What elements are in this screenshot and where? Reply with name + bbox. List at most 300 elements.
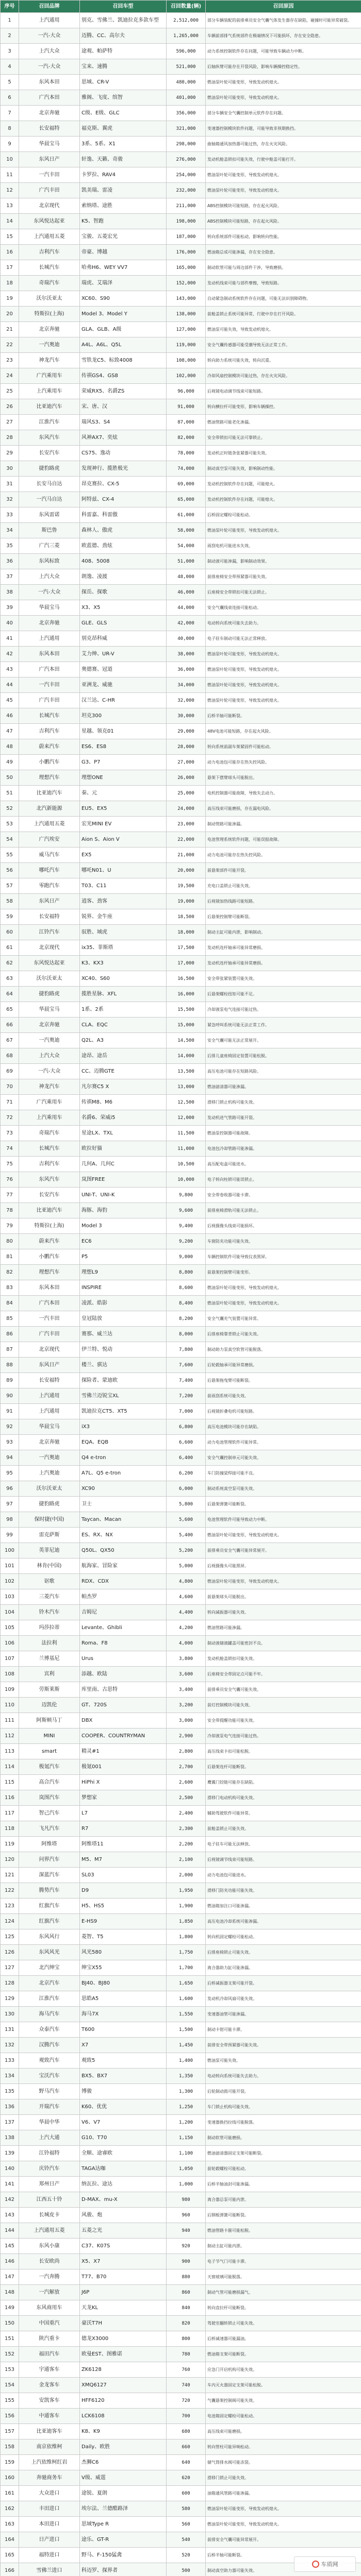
- table-row: [1, 152, 361, 167]
- row-qty: 165,000: [167, 260, 206, 276]
- row-maker: 铃木汽车: [19, 1605, 80, 1620]
- row-maker: 陕汽重卡: [19, 2331, 80, 2347]
- table-row: [1, 925, 361, 940]
- row-model: T03、C11: [80, 878, 167, 894]
- row-model: 伊兰特、悦动: [80, 1342, 167, 1358]
- table-row: [1, 2177, 361, 2192]
- row-qty: 18,500: [167, 909, 206, 925]
- row-maker: 北京奔驰: [19, 322, 80, 337]
- row-seq: 88: [1, 1358, 19, 1373]
- row-maker: 北京奔驰: [19, 616, 80, 631]
- row-reason: 发动机舱盖锁扣可能失效，行驶中舱盖可能打开。: [206, 152, 361, 167]
- row-reason: 后桥半轴油封可能渗漏。: [206, 2177, 361, 2192]
- row-qty: 78,000: [167, 446, 206, 461]
- row-qty: 1,800: [167, 1929, 206, 1945]
- row-maker: 东风汽车: [19, 430, 80, 446]
- row-reason: 自动紧急制动系统软件存在问题，可能无法识别障碍物。: [206, 291, 361, 307]
- row-reason: 48V电池可能短路，存在起火风险。: [206, 724, 361, 739]
- row-model: 五菱之光: [80, 2223, 167, 2239]
- row-model: 帕杰罗: [80, 1589, 167, 1605]
- row-seq: 19: [1, 291, 19, 307]
- row-seq: 61: [1, 940, 19, 956]
- row-reason: 制动助力泵真空软管可能脱落。: [206, 1342, 361, 1358]
- table-row: [1, 878, 361, 894]
- row-seq: 84: [1, 1296, 19, 1311]
- row-maker: 奇瑞汽车: [19, 1126, 80, 1141]
- row-qty: 9,400: [167, 1218, 206, 1234]
- table-row: [1, 2069, 361, 2084]
- row-maker: 长安福特: [19, 121, 80, 137]
- row-reason: 燃油滤清器固定支架可能断裂。: [206, 2146, 361, 2161]
- row-model: 极氪001: [80, 1759, 167, 1775]
- row-model: 思皓A5: [80, 1991, 167, 2007]
- row-model: 瑞虎、艾瑞泽: [80, 276, 167, 291]
- row-model: 锐界、金牛座: [80, 909, 167, 925]
- table-row: [1, 2269, 361, 2285]
- row-model: 豪沃T7H: [80, 2316, 167, 2331]
- row-reason: 悬架下摆臂球头可能脱出。: [206, 770, 361, 786]
- row-model: 宏光MINI EV: [80, 817, 167, 832]
- row-reason: 制动软管可能与周边部件干涉，导致磨损。: [206, 260, 361, 276]
- row-reason: 动力系统控制软件存在问题，可能导致车辆动力中断。: [206, 44, 361, 59]
- row-maker: 东风悦达起亚: [19, 214, 80, 229]
- table-row: [1, 755, 361, 770]
- row-reason: 发动机冷却风扇可能失效。: [206, 1991, 361, 2007]
- table-row: [1, 1991, 361, 2007]
- row-model: LCK6108: [80, 2409, 167, 2424]
- row-maker: 特斯拉(上海): [19, 307, 80, 322]
- row-qty: 36,000: [167, 662, 206, 677]
- row-maker: 沃尔沃亚太: [19, 1481, 80, 1497]
- row-maker: 长城汽车: [19, 1141, 80, 1157]
- row-reason: 安全气囊控制单元可能失效。: [206, 1450, 361, 1466]
- row-model: ES6、ES8: [80, 739, 167, 755]
- table-row: [1, 2084, 361, 2099]
- row-qty: 13,000: [167, 1079, 206, 1095]
- row-seq: 23: [1, 353, 19, 368]
- row-maker: 郑州日产: [19, 2177, 80, 2192]
- row-seq: 83: [1, 1280, 19, 1296]
- table-row: [1, 1528, 361, 1543]
- row-qty: 640: [167, 2455, 206, 2470]
- row-model: 思域Type R: [80, 2517, 167, 2532]
- row-maker: 长城汽车: [19, 260, 80, 276]
- row-maker: 宇通客车: [19, 2362, 80, 2378]
- row-reason: 电池箱固定螺栓可能松动。: [206, 2409, 361, 2424]
- row-maker: 三菱汽车: [19, 1589, 80, 1605]
- table-row: [1, 909, 361, 925]
- row-reason: 前排座椅安全带预紧器可能失效。: [206, 569, 361, 585]
- row-reason: 燃油泵叶轮可能变形，导致发动机熄火。: [206, 1280, 361, 1296]
- table-row: [1, 2424, 361, 2439]
- row-model: XC60、S90: [80, 291, 167, 307]
- row-qty: 1,750: [167, 1945, 206, 1960]
- row-maker: 汉腾汽车: [19, 2038, 80, 2053]
- row-reason: 前悬架球头可能脱出。: [206, 1589, 361, 1605]
- row-model: Q2L、A3: [80, 1033, 167, 1048]
- row-model: 思域、CR-V: [80, 75, 167, 90]
- row-maker: 北京奔驰: [19, 106, 80, 121]
- row-model: 梦想家: [80, 1790, 167, 1806]
- row-reason: 部分车辆安全气囊控制单元软件存在问题。: [206, 106, 361, 121]
- table-row: [1, 322, 361, 337]
- row-seq: 28: [1, 430, 19, 446]
- row-reason: 转向系统前副车架紧固件可能松动。: [206, 739, 361, 755]
- row-qty: 254,000: [167, 167, 206, 183]
- row-model: COOPER、COUNTRYMAN: [80, 1728, 167, 1744]
- row-maker: 一汽丰田: [19, 677, 80, 693]
- table-row: [1, 477, 361, 492]
- row-seq: 31: [1, 477, 19, 492]
- row-model: XC40、S60: [80, 971, 167, 987]
- row-qty: 660: [167, 2439, 206, 2455]
- table-row: [1, 507, 361, 523]
- row-seq: 132: [1, 2038, 19, 2053]
- row-qty: 32,000: [167, 693, 206, 708]
- row-model: 迈腾、CC、高尔夫: [80, 28, 167, 44]
- table-row: [1, 1960, 361, 1976]
- row-reason: 应急门开启机构可能失效。: [206, 2362, 361, 2378]
- row-reason: 燃油管路可能老化渗漏。: [206, 415, 361, 430]
- row-maker: 零跑汽车: [19, 878, 80, 894]
- row-maker: 广汽丰田: [19, 1327, 80, 1342]
- row-qty: 1,900: [167, 1899, 206, 1914]
- row-seq: 75: [1, 1157, 19, 1172]
- row-reason: 后视镜调节线束可能短路。: [206, 1852, 361, 1868]
- row-qty: 740: [167, 2378, 206, 2393]
- row-reason: 燃油泵叶轮可能变形，导致发动机熄火。: [206, 2501, 361, 2517]
- row-model: CLA、EQC: [80, 1018, 167, 1033]
- row-model: 408、5008: [80, 554, 167, 569]
- table-row: [1, 801, 361, 817]
- row-reason: 车辆前部排气系统部件在极端情况下可能损坏，存在安全隐患。: [206, 28, 361, 44]
- row-reason: 后桥减速器可能漏油。: [206, 2331, 361, 2347]
- row-qty: 19,500: [167, 878, 206, 894]
- row-model: K5、智跑: [80, 214, 167, 229]
- table-row: [1, 446, 361, 461]
- row-seq: 11: [1, 167, 19, 183]
- row-reason: 发动机连杆轴承可能异常磨损。: [206, 940, 361, 956]
- table-row: [1, 2501, 361, 2517]
- row-model: 哈弗H6、WEY VV7: [80, 260, 167, 276]
- row-reason: 后桥减振器支架可能开裂。: [206, 1976, 361, 1991]
- row-reason: 前排乘员安全气囊可能异常展开。: [206, 1543, 361, 1558]
- row-maker: 上汽大通: [19, 2130, 80, 2146]
- row-maker: 上汽奥迪: [19, 1466, 80, 1481]
- table-row: [1, 848, 361, 863]
- row-seq: 165: [1, 2548, 19, 2563]
- row-qty: 6,600: [167, 1435, 206, 1450]
- row-maker: 理想汽车: [19, 1265, 80, 1280]
- row-maker: 雪佛兰进口: [19, 2563, 80, 2576]
- row-qty: 16,000: [167, 987, 206, 1002]
- row-reason: 滑移门锁止机构可能失效。: [206, 1095, 361, 1110]
- row-seq: 37: [1, 569, 19, 585]
- row-qty: 3,600: [167, 1667, 206, 1682]
- row-reason: 变速器控制模块软件问题，可能导致非预期换挡。: [206, 121, 361, 137]
- row-model: 途昂、途岳: [80, 1048, 167, 1064]
- row-qty: 18,000: [167, 925, 206, 940]
- row-reason: 燃油泵叶轮可能变形，导致发动机熄火。: [206, 677, 361, 693]
- row-reason: 高压线束卡扣可能松脱。: [206, 1744, 361, 1759]
- table-row: [1, 167, 361, 183]
- row-seq: 122: [1, 1883, 19, 1899]
- row-model: 星途LX、TXL: [80, 1126, 167, 1141]
- table-row: [1, 229, 361, 245]
- table-row: [1, 1064, 361, 1079]
- table-row: [1, 987, 361, 1002]
- row-qty: 42,000: [167, 616, 206, 631]
- row-model: 楼兰、骐达: [80, 1358, 167, 1373]
- row-model: 阿特兹、CX-4: [80, 492, 167, 507]
- row-model: 欧拉好猫: [80, 1141, 167, 1157]
- row-qty: 4,600: [167, 1589, 206, 1605]
- row-seq: 13: [1, 198, 19, 214]
- row-maker: 东风汽车: [19, 1172, 80, 1188]
- table-row: [1, 2347, 361, 2362]
- table-row: [1, 1172, 361, 1188]
- row-seq: 134: [1, 2069, 19, 2084]
- row-maker: 阿维塔: [19, 1837, 80, 1852]
- row-qty: 2,400: [167, 1806, 206, 1821]
- table-row: [1, 1852, 361, 1868]
- table-row: [1, 569, 361, 585]
- row-qty: 2,000: [167, 1868, 206, 1883]
- row-qty: 840: [167, 2300, 206, 2316]
- row-qty: 2,600: [167, 1775, 206, 1790]
- row-seq: 58: [1, 894, 19, 909]
- row-maker: 劳斯莱斯: [19, 1682, 80, 1698]
- row-model: V6、V7: [80, 2115, 167, 2130]
- row-reason: 后轮制动鼓可能开裂。: [206, 2084, 361, 2099]
- row-seq: 92: [1, 1419, 19, 1435]
- row-maker: 东风日产: [19, 894, 80, 909]
- row-seq: 102: [1, 1574, 19, 1589]
- row-model: 阿维塔11: [80, 1837, 167, 1852]
- row-qty: 560: [167, 2517, 206, 2532]
- row-seq: 136: [1, 2099, 19, 2115]
- row-seq: 29: [1, 446, 19, 461]
- row-reason: 安全气囊传感器可能受潮导致无法正常工作。: [206, 337, 361, 353]
- row-qty: 211,000: [167, 198, 206, 214]
- row-qty: 22,000: [167, 832, 206, 848]
- row-qty: 44,000: [167, 600, 206, 616]
- row-qty: 820: [167, 2316, 206, 2331]
- row-qty: 4,400: [167, 1605, 206, 1620]
- row-reason: 高压线束可能磨损。: [206, 2424, 361, 2439]
- row-model: X3、X5: [80, 600, 167, 616]
- row-reason: 前悬架控制臂可能变形。: [206, 1265, 361, 1280]
- row-qty: 65,000: [167, 492, 206, 507]
- row-qty: 69,000: [167, 477, 206, 492]
- row-qty: 138,000: [167, 307, 206, 322]
- row-seq: 47: [1, 724, 19, 739]
- row-model: 绅宝X55: [80, 1960, 167, 1976]
- row-qty: 1,050: [167, 2161, 206, 2177]
- row-maker: 广汽丰田: [19, 693, 80, 708]
- row-maker: 一汽-大众: [19, 28, 80, 44]
- row-maker: 一汽-大众: [19, 1064, 80, 1079]
- table-row: [1, 90, 361, 106]
- row-reason: 制动主缸可能内泄，影响制动。: [206, 925, 361, 940]
- row-model: D9: [80, 1883, 167, 1899]
- table-row: [1, 307, 361, 322]
- table-body: [1, 13, 361, 2576]
- row-reason: 离合器助力缸可能渗漏。: [206, 1960, 361, 1976]
- table-row: [1, 832, 361, 848]
- table-row: [1, 1419, 361, 1435]
- table-row: [1, 2161, 361, 2177]
- row-maker: 丰田进口: [19, 2501, 80, 2517]
- row-reason: 动力电池可能存在热失控风险。: [206, 848, 361, 863]
- row-seq: 90: [1, 1388, 19, 1404]
- row-qty: 26,000: [167, 770, 206, 786]
- row-seq: 65: [1, 1002, 19, 1018]
- row-model: E-HS9: [80, 1914, 167, 1929]
- row-model: SL03: [80, 1868, 167, 1883]
- row-qty: 3,000: [167, 1713, 206, 1728]
- row-reason: 电池包冷却管路可能渗漏。: [206, 1141, 361, 1157]
- row-seq: 131: [1, 2022, 19, 2038]
- row-reason: 前舱盖锁止可能失效。: [206, 1821, 361, 1837]
- row-seq: 56: [1, 863, 19, 878]
- row-reason: 高压电池可能存在短路风险。: [206, 1064, 361, 1079]
- row-qty: 680: [167, 2424, 206, 2439]
- row-qty: 1,350: [167, 2069, 206, 2084]
- table-row: [1, 106, 361, 121]
- row-model: 理想ONE: [80, 770, 167, 786]
- row-qty: 1,600: [167, 1991, 206, 2007]
- row-model: 卡罗拉、RAV4: [80, 167, 167, 183]
- row-model: 星越、领克01: [80, 724, 167, 739]
- table-row: [1, 2316, 361, 2331]
- row-reason: 制动系统真空泵可能失效。: [206, 1481, 361, 1497]
- row-reason: 雨刮电机可能进水失效。: [206, 538, 361, 554]
- row-reason: 燃油箱支架可能断裂。: [206, 2347, 361, 2362]
- row-model: 秦、元: [80, 786, 167, 801]
- table-row: [1, 1574, 361, 1589]
- row-qty: 356,000: [167, 106, 206, 121]
- row-reason: 安全气囊可能无法正常展开。: [206, 1033, 361, 1048]
- row-seq: 22: [1, 337, 19, 353]
- row-maker: 福特进口: [19, 2548, 80, 2563]
- row-model: 吉姆尼: [80, 1605, 167, 1620]
- row-reason: 高压配电盒可能进水。: [206, 1157, 361, 1172]
- row-reason: 冷却液泵电气连接可能过热。: [206, 1728, 361, 1744]
- row-model: 荣威RX5、名爵ZS: [80, 384, 167, 399]
- table-row: [1, 1018, 361, 1033]
- row-model: 科迈罗、探界者: [80, 2563, 167, 2576]
- row-qty: 7,400: [167, 1373, 206, 1388]
- row-seq: 104: [1, 1605, 19, 1620]
- row-model: R7: [80, 1821, 167, 1837]
- row-seq: 5: [1, 75, 19, 90]
- row-model: 宋、唐、汉: [80, 399, 167, 415]
- table-row: [1, 2254, 361, 2269]
- row-qty: 9,200: [167, 1234, 206, 1249]
- row-reason: 电池管理系统软件问题，可能误报故障。: [206, 832, 361, 848]
- row-qty: 15,000: [167, 1018, 206, 1033]
- table-row: [1, 2517, 361, 2532]
- row-model: 宝来、速腾: [80, 59, 167, 75]
- row-reason: 燃油泵叶轮可能变形，导致发动机熄火。: [206, 90, 361, 106]
- row-model: ix35、菲斯塔: [80, 940, 167, 956]
- row-reason: 发动机连杆轴承可能异常磨损。: [206, 956, 361, 971]
- row-seq: 24: [1, 368, 19, 384]
- table-row: [1, 600, 361, 616]
- row-reason: 后轴纵臂可能存在开裂风险，影响车辆操控稳定性。: [206, 59, 361, 75]
- row-maker: 腾势汽车: [19, 1883, 80, 1899]
- row-qty: 119,000: [167, 337, 206, 353]
- row-reason: 安全带张紧装置可能失效。: [206, 971, 361, 987]
- table-row: [1, 1790, 361, 1806]
- row-model: 发现神行、揽胜极光: [80, 461, 167, 477]
- row-qty: 3,400: [167, 1682, 206, 1698]
- row-seq: 64: [1, 987, 19, 1002]
- row-model: 昂克赛拉、CX-5: [80, 477, 167, 492]
- row-model: 风骏、炮: [80, 2208, 167, 2223]
- table-row: [1, 1095, 361, 1110]
- table-row: [1, 2053, 361, 2069]
- row-seq: 17: [1, 260, 19, 276]
- table-row: [1, 1249, 361, 1265]
- row-reason: 后悬架螺栓扭矩可能不足。: [206, 987, 361, 1002]
- row-maker: 中国重汽: [19, 2316, 80, 2331]
- row-maker: 江铃汽车: [19, 925, 80, 940]
- row-seq: 20: [1, 307, 19, 322]
- row-seq: 38: [1, 585, 19, 600]
- row-model: M5、M7: [80, 1852, 167, 1868]
- row-seq: 68: [1, 1048, 19, 1064]
- row-seq: 85: [1, 1311, 19, 1327]
- row-seq: 123: [1, 1899, 19, 1914]
- row-seq: 74: [1, 1141, 19, 1157]
- row-model: ZK6128: [80, 2362, 167, 2378]
- row-model: CC、迈腾GTE: [80, 1064, 167, 1079]
- row-model: K60、优优: [80, 2099, 167, 2115]
- row-model: BX5、BX7: [80, 2069, 167, 2084]
- row-qty: 82,000: [167, 430, 206, 446]
- row-qty: 10,000: [167, 1172, 206, 1188]
- table-row: [1, 183, 361, 198]
- row-qty: 596,000: [167, 44, 206, 59]
- row-qty: 1,000: [167, 2177, 206, 2192]
- row-qty: 21,000: [167, 848, 206, 863]
- row-qty: 14,500: [167, 1033, 206, 1048]
- row-reason: 电子驻车制动可能无法正常释放。: [206, 631, 361, 647]
- row-model: 探岳、探歌: [80, 585, 167, 600]
- row-qty: 900: [167, 2254, 206, 2269]
- table-row: [1, 1435, 361, 1450]
- row-seq: 4: [1, 59, 19, 75]
- row-model: V级、威霆: [80, 2470, 167, 2486]
- row-model: UNI-T、UNI-K: [80, 1188, 167, 1203]
- row-maker: 保时捷(中国): [19, 1512, 80, 1528]
- row-qty: 4,200: [167, 1620, 206, 1636]
- row-model: Levante、Ghibli: [80, 1620, 167, 1636]
- row-model: 森林人、傲虎: [80, 523, 167, 538]
- row-model: EQA、EQB: [80, 1435, 167, 1450]
- row-model: 雪佛兰迈锐宝XL: [80, 1388, 167, 1404]
- row-maker: 广汽三菱: [19, 538, 80, 554]
- row-seq: 139: [1, 2146, 19, 2161]
- table-row: [1, 693, 361, 708]
- row-seq: 117: [1, 1806, 19, 1821]
- row-model: EU5、EX5: [80, 801, 167, 817]
- row-qty: 620: [167, 2470, 206, 2486]
- row-qty: 25,000: [167, 786, 206, 801]
- row-qty: 8,800: [167, 1265, 206, 1280]
